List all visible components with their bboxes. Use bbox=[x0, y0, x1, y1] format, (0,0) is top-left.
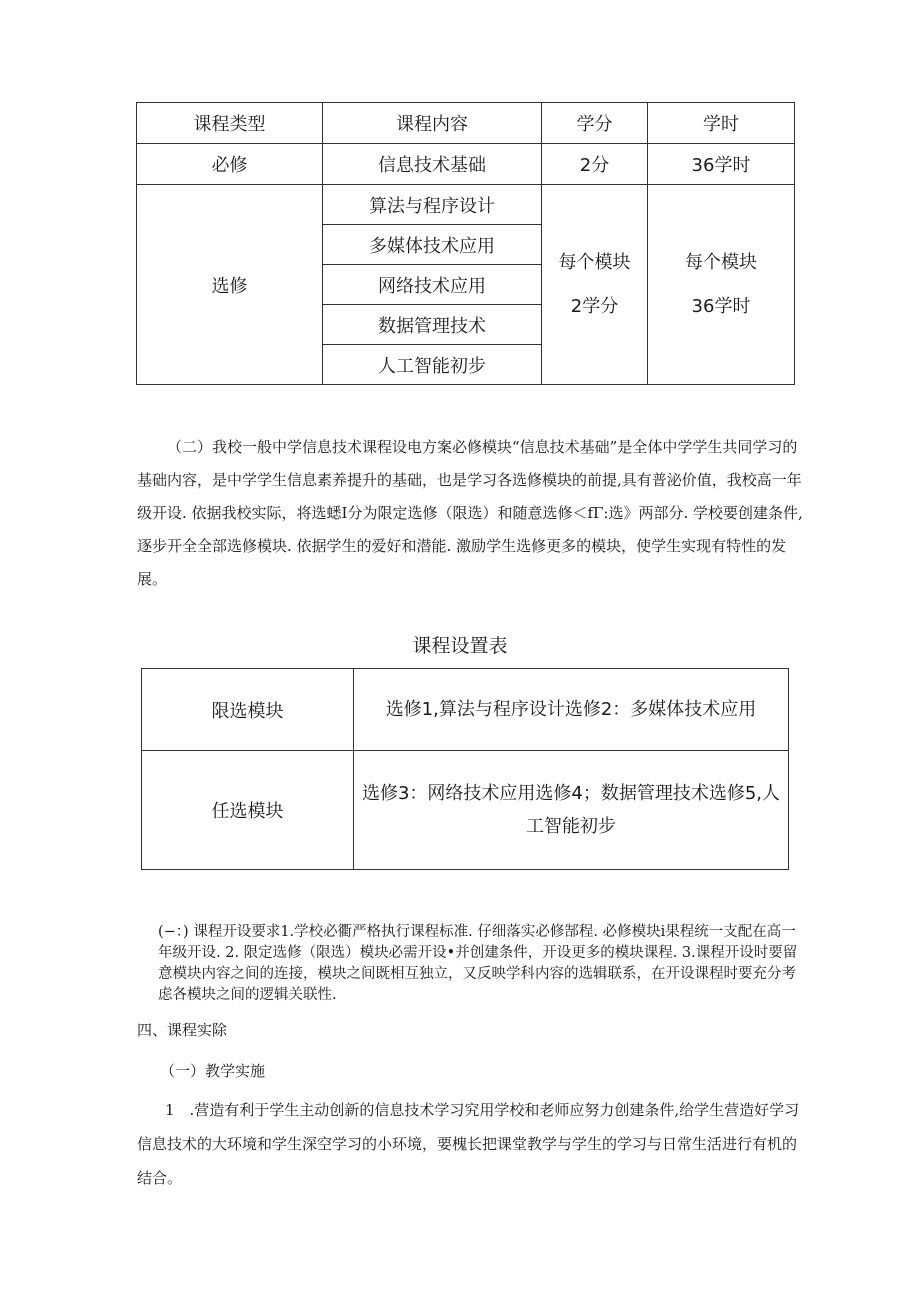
course-setting-table-title: 课程设置表 bbox=[412, 635, 508, 657]
paragraph-course-plan: （二）我校一般中学信息技术课程设电方案必修模块“信息技术基础”是全体中学学生共同学习的基础内容，是中学学生信息素养提升的基础，也是学习各选修模块的前提,具有普泌价值，我校高一年级开设. 依据我校实际，将选蟋I分为限定选修（限选）和随意选修＜fΓ:选》两部分. 学校要创建条件,逐步开全全部选修模块. 依据学生的爱好和潜能. 激励学生选修更多的模块，使学生实现有特性的发展。 bbox=[137, 438, 803, 588]
elective-hours-line2: 36学时 bbox=[691, 295, 751, 317]
elective-hours bbox=[648, 185, 795, 385]
optional-elective-category: 任选模块 bbox=[142, 751, 354, 870]
course-type-table bbox=[136, 102, 795, 385]
elective-hours-line1: 每个模块 bbox=[685, 251, 757, 273]
elective-credit-line1: 每个模块 bbox=[558, 251, 631, 273]
elective-content-3: 网络技术应用 bbox=[323, 265, 542, 305]
paragraph-course-requirements: (−：) 课程开设要求1.学校必衢严格执行课程标准. 仔细落实必修郜程. 必修模块i果程统一支配在高一年级开设. 2. 限定选修（限选）模块必需开设•并创建条件，开设更多的模块课程. 3.课程开设时要留意模块内容之间的连接，模块之间既相互独立，又反映学科内容的选辑联系，在开设课程时要充分考虑各模块之间的逻辑关联性. bbox=[158, 924, 798, 1003]
subsection-heading-teaching: （一）教学实施 bbox=[160, 1062, 266, 1080]
limited-elective-modules: 选修1,算法与程序设计选修2：多媒体技术应用 bbox=[354, 669, 789, 751]
elective-type: 选修 bbox=[137, 185, 323, 385]
elective-credit-line2: 2学分 bbox=[570, 295, 619, 317]
paragraph-teaching-environment: 1 .营造有利于学生主动创新的信息技术学习究用学校和老师应努力创建条件,给学生营造好学习信息技术的大环境和学生深空学习的小环境，要槐长把课堂教学与学生的学习与日常生活进行有机的结合。 bbox=[137, 1101, 800, 1187]
optional-elective-modules: 选修3：网络技术应用选修4；数据管理技术选修5,人工智能初步 bbox=[354, 751, 789, 870]
required-type: 必修 bbox=[137, 144, 323, 185]
header-course-content: 课程内容 bbox=[323, 103, 542, 144]
required-hours: 36学时 bbox=[648, 144, 795, 185]
header-course-type: 课程类型 bbox=[137, 103, 323, 144]
course-setting-table bbox=[141, 668, 789, 870]
required-content: 信息技术基础 bbox=[323, 144, 542, 185]
elective-content-5: 人工智能初步 bbox=[323, 345, 542, 385]
header-credit: 学分 bbox=[542, 103, 648, 144]
section-heading-implementation: 四、课程实除 bbox=[137, 1021, 228, 1039]
elective-content-1: 算法与程序设计 bbox=[323, 185, 542, 225]
limited-elective-category: 限选模块 bbox=[142, 669, 354, 751]
elective-content-2: 多媒体技术应用 bbox=[323, 225, 542, 265]
required-credit: 2分 bbox=[542, 144, 648, 185]
elective-credit bbox=[542, 185, 648, 385]
elective-content-4: 数据管理技术 bbox=[323, 305, 542, 345]
header-hours: 学时 bbox=[648, 103, 795, 144]
